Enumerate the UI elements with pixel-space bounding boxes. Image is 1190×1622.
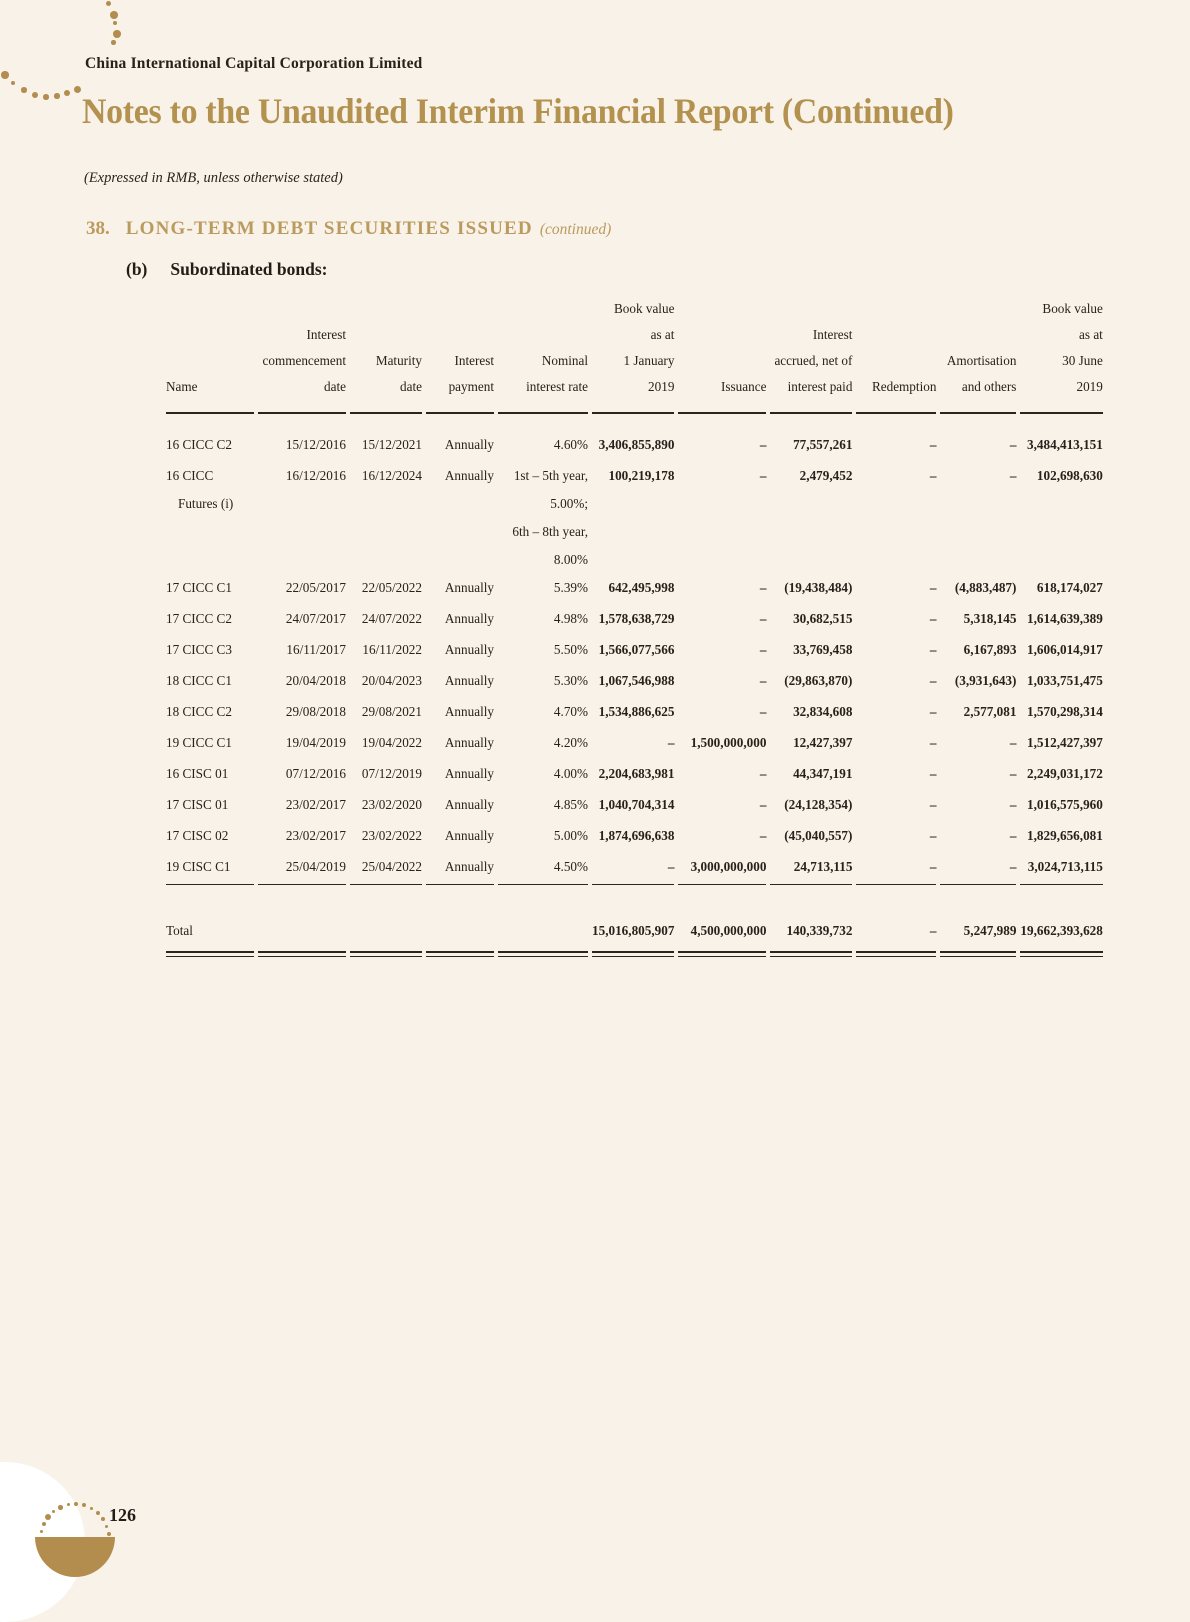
cell-rate: 4.50% [553, 859, 588, 874]
cell-maturity: 23/02/2022 [361, 828, 422, 843]
cell-issuance: – [759, 766, 767, 781]
cell-bv_jan: 100,219,178 [608, 468, 675, 483]
page-title: Notes to the Unaudited Interim Financial Report (Continued) [82, 91, 954, 131]
cell-name: 16 CICC C2 [166, 437, 232, 452]
cell-amortisation: – [1009, 828, 1017, 843]
cell-name: 17 CICC C1 [166, 580, 232, 595]
cell-payment: Annually [444, 828, 494, 843]
subordinated-bonds-table [162, 296, 1107, 957]
cell-maturity: 22/05/2022 [361, 580, 422, 595]
subsection-heading [126, 259, 327, 280]
cell-bv_jan: 1,067,546,988 [598, 673, 675, 688]
cell-issuance: – [759, 673, 767, 688]
table-row [166, 791, 1103, 822]
cell-accrued: 24,713,115 [793, 859, 853, 874]
column-header-payment: Interest payment [426, 296, 494, 414]
cell-maturity: 20/04/2023 [361, 673, 422, 688]
cell-amortisation: (3,931,643) [954, 673, 1017, 688]
cell-bv_jun: 1,606,014,917 [1027, 642, 1103, 657]
cell-name: 17 CISC 01 [166, 797, 229, 812]
cell-commencement: 29/08/2018 [285, 704, 346, 719]
cell-redemption: – [929, 611, 937, 626]
total-maturity [350, 917, 422, 951]
cell-issuance: – [759, 468, 767, 483]
cell-payment: Annually [444, 735, 494, 750]
cell-redemption: – [929, 673, 937, 688]
cell-maturity: 25/04/2022 [361, 859, 422, 874]
cell-maturity: 23/02/2020 [361, 797, 422, 812]
column-header-redemption: Redemption [856, 296, 936, 414]
cell-maturity: 29/08/2021 [361, 704, 422, 719]
cell-rate: 5.50% [553, 642, 588, 657]
column-header-amortisation: Amortisation and others [940, 296, 1016, 414]
section-continued-note: (continued) [539, 221, 612, 238]
cell-issuance: – [759, 611, 767, 626]
total-commencement [258, 917, 346, 951]
cell-amortisation: – [1009, 766, 1017, 781]
column-header-bv_jan: Book value as at 1 January 2019 [592, 296, 674, 414]
company-name: China International Capital Corporation Limited [85, 55, 423, 72]
cell-redemption: – [929, 797, 937, 812]
cell-name: 18 CICC C2 [166, 704, 232, 719]
cell-commencement: 15/12/2016 [285, 437, 346, 452]
total-accrued: 140,339,732 [786, 923, 853, 938]
table-row [166, 667, 1103, 698]
page-number: 126 [109, 1505, 136, 1525]
section-heading [86, 218, 611, 240]
cell-maturity: 07/12/2019 [361, 766, 422, 781]
cell-commencement: 16/12/2016 [285, 468, 346, 483]
cell-redemption: – [929, 735, 937, 750]
cell-issuance: – [759, 797, 767, 812]
cell-issuance: – [759, 704, 767, 719]
cell-bv_jun: 1,512,427,397 [1027, 735, 1103, 750]
cell-payment: Annually [444, 468, 494, 483]
cell-payment: Annually [444, 797, 494, 812]
table-row [166, 636, 1103, 667]
cell-bv_jan: 1,040,704,314 [598, 797, 675, 812]
cell-commencement: 22/05/2017 [285, 580, 346, 595]
cell-amortisation: 5,318,145 [963, 611, 1017, 626]
cell-bv_jan: – [667, 859, 675, 874]
cell-redemption: – [929, 828, 937, 843]
cell-bv_jan: 1,874,696,638 [598, 828, 675, 843]
cell-redemption: – [929, 437, 937, 452]
table-row [166, 760, 1103, 791]
cell-payment: Annually [444, 704, 494, 719]
cell-name: 17 CICC C2 [166, 611, 232, 626]
spacer-row [166, 886, 1103, 917]
cell-accrued: 32,834,608 [793, 704, 853, 719]
table-header-row [166, 296, 1103, 414]
cell-amortisation: – [1009, 859, 1017, 874]
total-amortisation: 5,247,989 [963, 923, 1017, 938]
cell-bv_jun: 1,829,656,081 [1027, 828, 1103, 843]
cell-amortisation: – [1009, 735, 1017, 750]
total-label: Total [166, 923, 193, 938]
column-header-name: Name [166, 296, 254, 414]
total-redemption: – [929, 923, 937, 938]
cell-redemption: – [929, 580, 937, 595]
cell-payment: Annually [444, 859, 494, 874]
cell-rate: 5.39% [553, 580, 588, 595]
cell-issuance: 1,500,000,000 [690, 735, 767, 750]
table-row [166, 853, 1103, 884]
cell-commencement: 19/04/2019 [285, 735, 346, 750]
cell-accrued: (24,128,354) [784, 797, 853, 812]
cell-payment: Annually [444, 580, 494, 595]
cell-bv_jun: 1,614,639,389 [1027, 611, 1103, 626]
cell-amortisation: – [1009, 797, 1017, 812]
subsection-label: (b) [126, 259, 148, 279]
cell-name: 19 CISC C1 [166, 859, 231, 874]
cell-redemption: – [929, 704, 937, 719]
cell-commencement: 16/11/2017 [286, 642, 346, 657]
cell-bv_jun: 102,698,630 [1036, 468, 1103, 483]
total-bv_jan: 15,016,805,907 [592, 923, 675, 938]
column-header-commencement: Interest commencement date [258, 296, 346, 414]
total-payment [426, 917, 494, 951]
cell-payment: Annually [444, 437, 494, 452]
cell-bv_jan: – [667, 735, 675, 750]
section-number: 38. [86, 218, 110, 239]
cell-bv_jun: 618,174,027 [1036, 580, 1103, 595]
total-bv_jun: 19,662,393,628 [1020, 923, 1103, 938]
cell-bv_jan: 1,578,638,729 [598, 611, 675, 626]
cell-redemption: – [929, 468, 937, 483]
cell-bv_jun: 1,033,751,475 [1027, 673, 1103, 688]
cell-rate: 5.30% [553, 673, 588, 688]
cell-bv_jan: 642,495,998 [608, 580, 675, 595]
cell-rate: 4.00% [553, 766, 588, 781]
cell-accrued: 33,769,458 [793, 642, 853, 657]
table-row [166, 698, 1103, 729]
cell-commencement: 24/07/2017 [285, 611, 346, 626]
cell-accrued: (45,040,557) [784, 828, 853, 843]
cell-bv_jun: 2,249,031,172 [1027, 766, 1103, 781]
cell-rate: 1st – 5th year, 5.00%; 6th – 8th year, 8.00% [512, 468, 588, 567]
cell-bv_jan: 1,566,077,566 [598, 642, 675, 657]
cell-bv_jun: 3,484,413,151 [1027, 437, 1103, 452]
cell-accrued: 44,347,191 [793, 766, 853, 781]
total-double-rule [166, 951, 1103, 957]
cell-redemption: – [929, 859, 937, 874]
cell-maturity: 15/12/2021 [361, 437, 422, 452]
column-header-issuance: Issuance [678, 296, 766, 414]
cell-accrued: 77,557,261 [793, 437, 853, 452]
cell-issuance: 3,000,000,000 [690, 859, 767, 874]
cell-bv_jan: 1,534,886,625 [598, 704, 675, 719]
cell-accrued: 30,682,515 [793, 611, 853, 626]
cell-name: 16 CICC Futures (i) [166, 468, 234, 511]
cell-commencement: 20/04/2018 [285, 673, 346, 688]
subsection-title: Subordinated bonds: [170, 259, 328, 279]
cell-issuance: – [759, 642, 767, 657]
cell-payment: Annually [444, 642, 494, 657]
cell-name: 17 CISC 02 [166, 828, 229, 843]
cell-maturity: 16/11/2022 [362, 642, 422, 657]
cell-rate: 4.98% [553, 611, 588, 626]
cell-accrued: 2,479,452 [799, 468, 853, 483]
cell-name: 18 CICC C1 [166, 673, 232, 688]
cell-redemption: – [929, 766, 937, 781]
cell-amortisation: 6,167,893 [963, 642, 1017, 657]
cell-payment: Annually [444, 766, 494, 781]
cell-accrued: (29,863,870) [784, 673, 853, 688]
cell-issuance: – [759, 580, 767, 595]
cell-name: 17 CICC C3 [166, 642, 232, 657]
cell-bv_jan: 3,406,855,890 [598, 437, 675, 452]
cell-rate: 5.00% [553, 828, 588, 843]
table-row [166, 822, 1103, 853]
cell-amortisation: 2,577,081 [963, 704, 1017, 719]
total-row [166, 917, 1103, 951]
cell-bv_jun: 3,024,713,115 [1027, 859, 1103, 874]
column-header-rate: Nominal interest rate [498, 296, 588, 414]
cell-name: 19 CICC C1 [166, 735, 232, 750]
cell-name: 16 CISC 01 [166, 766, 229, 781]
cell-accrued: (19,438,484) [784, 580, 853, 595]
cell-rate: 4.70% [553, 704, 588, 719]
cell-amortisation: (4,883,487) [954, 580, 1017, 595]
cell-rate: 4.60% [553, 437, 588, 452]
total-rate [498, 917, 588, 951]
cell-payment: Annually [444, 673, 494, 688]
table-row [166, 605, 1103, 636]
cell-issuance: – [759, 437, 767, 452]
cell-bv_jun: 1,570,298,314 [1027, 704, 1103, 719]
column-header-accrued: Interest accrued, net of interest paid [770, 296, 852, 414]
cell-commencement: 23/02/2017 [285, 797, 346, 812]
cell-redemption: – [929, 642, 937, 657]
table-row [166, 462, 1103, 574]
cell-maturity: 16/12/2024 [361, 468, 422, 483]
cell-bv_jan: 2,204,683,981 [598, 766, 675, 781]
cell-payment: Annually [444, 611, 494, 626]
cell-rate: 4.85% [553, 797, 588, 812]
cell-commencement: 25/04/2019 [285, 859, 346, 874]
column-header-maturity: Maturity date [350, 296, 422, 414]
currency-note: (Expressed in RMB, unless otherwise stated) [84, 170, 343, 186]
cell-accrued: 12,427,397 [793, 735, 853, 750]
table-row [166, 729, 1103, 760]
cell-maturity: 19/04/2022 [361, 735, 422, 750]
column-header-bv_jun: Book value as at 30 June 2019 [1020, 296, 1102, 414]
spacer-row [166, 414, 1103, 431]
cell-issuance: – [759, 828, 767, 843]
table-row [166, 574, 1103, 605]
table-row [166, 431, 1103, 462]
cell-commencement: 07/12/2016 [285, 766, 346, 781]
cell-amortisation: – [1009, 437, 1017, 452]
cell-maturity: 24/07/2022 [361, 611, 422, 626]
cell-bv_jun: 1,016,575,960 [1027, 797, 1103, 812]
cell-amortisation: – [1009, 468, 1017, 483]
section-title: LONG-TERM DEBT SECURITIES ISSUED [125, 218, 533, 239]
total-issuance: 4,500,000,000 [690, 923, 767, 938]
cell-rate: 4.20% [553, 735, 588, 750]
cell-commencement: 23/02/2017 [285, 828, 346, 843]
